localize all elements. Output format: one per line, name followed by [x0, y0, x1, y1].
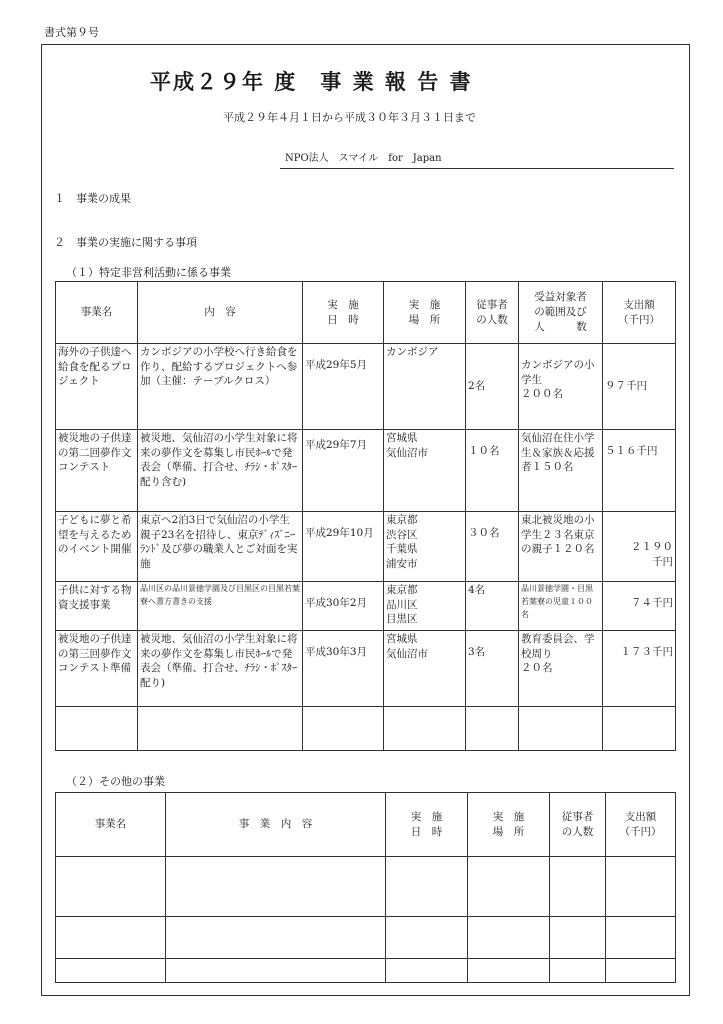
row4-date: 平成30年2月: [303, 582, 384, 631]
page-title: 平成２９年 度 事 業 報 告 書: [150, 69, 473, 94]
row5-staff: 3名: [466, 631, 519, 707]
row4-beneficiary: 品川景徳学園・目黒若葉寮の児童１００名: [519, 582, 603, 631]
row2-date: 平成29年7月: [303, 430, 384, 512]
table-row-empty: [56, 857, 676, 917]
row4-place: 東京都 品川区 目黒区: [384, 582, 466, 631]
subsection-2-heading: （２）その他の事業: [66, 775, 165, 788]
row5-beneficiary: 教育委員会、学校周り ２０名: [519, 631, 603, 707]
subsection-1-heading: （１）特定非営利活動に係る事業: [66, 266, 231, 279]
row5-content: 被災地、気仙沼の小学生対象に将来の夢作文を募集し市民ﾎｰﾙで発表会（準備、打合せ、ﾁﾗｼ・ﾎﾟｽﾀｰ配り): [138, 631, 303, 707]
row5-place: 宮城県 気仙沼市: [384, 631, 466, 707]
report-period: 平成２９年４月１日から平成３０年３月３１日まで: [223, 111, 476, 124]
header2-date: 実 施 日 時: [386, 793, 468, 857]
header2-content: 事 業 内 容: [166, 793, 386, 857]
row4-expense: ７４千円: [603, 582, 676, 631]
header-expense: 支出額 （千円）: [603, 282, 676, 344]
row1-name: 海外の子供達へ給食を配るプロジェクト: [56, 344, 138, 430]
row5-name: 被災地の子供達の第三回夢作文コンテスト準備: [56, 631, 138, 707]
row4-name: 子供に対する物資支援事業: [56, 582, 138, 631]
row2-content: 被災地、気仙沼の小学生対象に将来の夢作文を募集し市民ﾎｰﾙで発表会（準備、打合せ、ﾁﾗｼ・ﾎﾟｽﾀｰ配り含む): [138, 430, 303, 512]
specified-activities-table: [55, 281, 676, 751]
row1-beneficiary: カンボジアの小学生 ２００名: [519, 344, 603, 430]
header2-expense: 支出額 （千円）: [606, 793, 676, 857]
row1-staff: 2名: [466, 344, 519, 430]
header-project-name: 事業名: [56, 282, 138, 344]
section-2-heading: ２ 事業の実施に関する事項: [54, 236, 197, 249]
row4-content: 品川区の品川景徳学園及び目黒区の目黒若葉寮へ書方書きの支援: [138, 582, 303, 631]
header-date: 実 施 日 時: [303, 282, 384, 344]
row1-content: カンボジアの小学校へ行き給食を作り、配給するプロジェクトへ参加（主催：テーブルクロス）: [138, 344, 303, 430]
table-header-row: [56, 793, 676, 857]
row3-content: 東京へ2泊3日で気仙沼の小学生親子23名を招待し、東京ﾃﾞｨｽﾞﾆｰﾗﾝﾄﾞ及び夢の職業人とご対面を実施: [138, 512, 303, 582]
row2-expense: ５１６千円: [603, 430, 676, 512]
header-place: 実 施 場 所: [384, 282, 466, 344]
other-activities-table: [55, 792, 676, 983]
organization-underline: [280, 168, 674, 169]
row3-place: 東京都 渋谷区 千葉県 浦安市: [384, 512, 466, 582]
form-number: 書式第９号: [44, 26, 99, 39]
row1-expense: ９７千円: [603, 344, 676, 430]
row3-beneficiary: 東北被災地の小学生２３名東京の親子１２０名: [519, 512, 603, 582]
table-row: [56, 631, 676, 707]
header2-project-name: 事業名: [56, 793, 166, 857]
row3-staff: ３０名: [466, 512, 519, 582]
row3-date: 平成29年10月: [303, 512, 384, 582]
row5-expense: １７３千円: [603, 631, 676, 707]
row1-place: カンボジア: [384, 344, 466, 430]
row2-staff: １０名: [466, 430, 519, 512]
row2-beneficiary: 気仙沼在住小学生＆家族＆応援者１５０名: [519, 430, 603, 512]
header-beneficiary: 受益対象者 の範囲及び 人 数: [519, 282, 603, 344]
row2-place: 宮城県 気仙沼市: [384, 430, 466, 512]
row3-name: 子どもに夢と希望を与えるためのイベント開催: [56, 512, 138, 582]
table-row-empty: [56, 959, 676, 983]
section-1-heading: １ 事業の成果: [54, 192, 131, 205]
row1-date: 平成29年5月: [303, 344, 384, 430]
header2-staff: 従事者 の人数: [550, 793, 606, 857]
table-header-row: [56, 282, 676, 344]
organization-name: NPO法人 スマイル for Japan: [285, 153, 442, 164]
table-row: [56, 512, 676, 582]
header2-place: 実 施 場 所: [468, 793, 550, 857]
table-row: [56, 430, 676, 512]
table-row-empty: [56, 707, 676, 751]
row5-date: 平成30年3月: [303, 631, 384, 707]
row3-expense: ２１９０ 千円: [603, 512, 676, 582]
table-row: [56, 582, 676, 631]
row2-name: 被災地の子供達の第二回夢作文コンテスト: [56, 430, 138, 512]
table-row: [56, 344, 676, 430]
table-row-empty: [56, 917, 676, 959]
header-staff: 従事者 の人数: [466, 282, 519, 344]
header-content: 内 容: [138, 282, 303, 344]
row4-staff: 4名: [466, 582, 519, 631]
